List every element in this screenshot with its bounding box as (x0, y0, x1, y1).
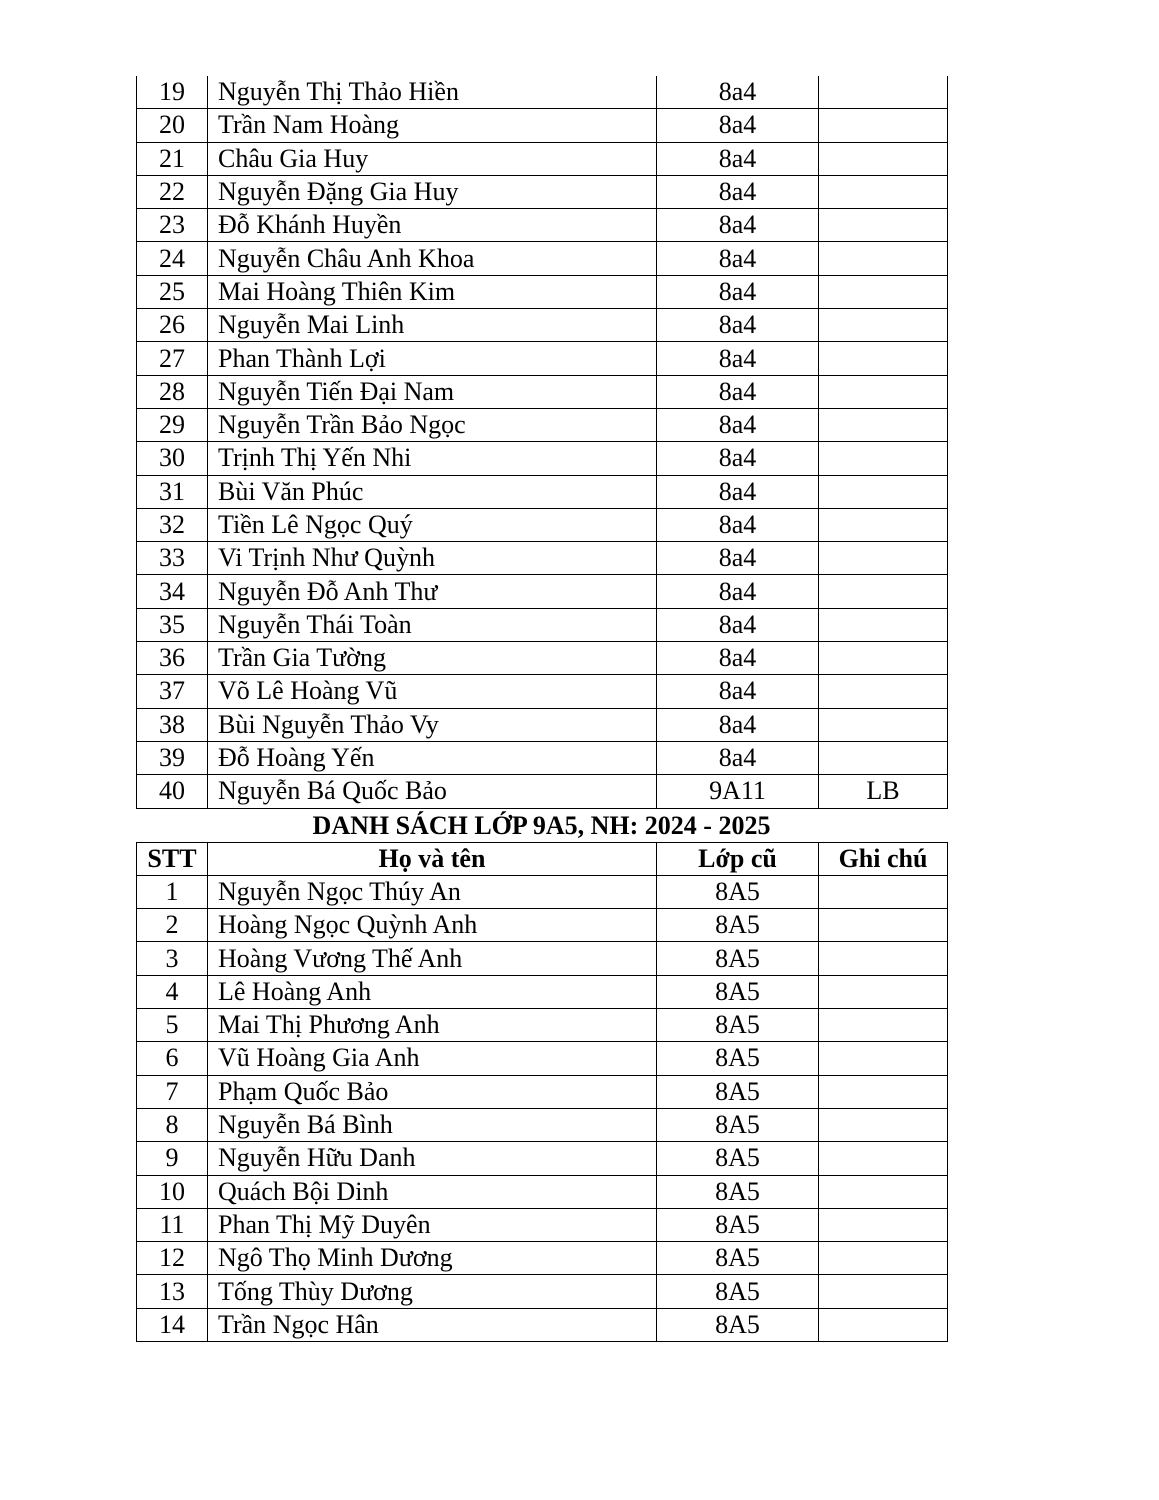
old-class: 8a4 (657, 508, 819, 541)
row-number: 25 (137, 275, 208, 308)
student-name: Lê Hoàng Anh (208, 975, 657, 1008)
old-class: 8A5 (657, 875, 819, 908)
row-number: 20 (137, 109, 208, 142)
student-name: Hoàng Ngọc Quỳnh Anh (208, 909, 657, 942)
old-class: 8a4 (657, 675, 819, 708)
old-class: 8a4 (657, 375, 819, 408)
header-note: Ghi chú (819, 842, 948, 875)
student-name: Đỗ Khánh Huyền (208, 209, 657, 242)
table-row (137, 1108, 948, 1141)
old-class: 8A5 (657, 975, 819, 1008)
table-row (137, 775, 948, 808)
note (819, 275, 948, 308)
table-row (137, 741, 948, 774)
note (819, 1108, 948, 1141)
table-row (137, 875, 948, 908)
old-class: 8a4 (657, 642, 819, 675)
row-number: 26 (137, 309, 208, 342)
student-name: Nguyễn Đỗ Anh Thư (208, 575, 657, 608)
student-name: Nguyễn Trần Bảo Ngọc (208, 408, 657, 441)
old-class: 8A5 (657, 1308, 819, 1341)
note (819, 1009, 948, 1042)
table-row (137, 375, 948, 408)
note (819, 408, 948, 441)
old-class: 8a4 (657, 309, 819, 342)
student-name: Vi Trịnh Như Quỳnh (208, 542, 657, 575)
note (819, 675, 948, 708)
note (819, 76, 948, 109)
table-row (137, 642, 948, 675)
student-name: Nguyễn Tiến Đại Nam (208, 375, 657, 408)
row-number: 11 (137, 1208, 208, 1241)
note (819, 1042, 948, 1075)
table-row (137, 909, 948, 942)
table-row (137, 342, 948, 375)
student-name: Phan Thị Mỹ Duyên (208, 1208, 657, 1241)
student-name: Mai Thị Phương Anh (208, 1009, 657, 1042)
student-name: Mai Hoàng Thiên Kim (208, 275, 657, 308)
header-row (137, 842, 948, 875)
row-number: 4 (137, 975, 208, 1008)
row-number: 14 (137, 1308, 208, 1341)
note (819, 309, 948, 342)
student-name: Ngô Thọ Minh Dương (208, 1242, 657, 1275)
old-class: 8a4 (657, 442, 819, 475)
table-row (137, 1275, 948, 1308)
table-row (137, 575, 948, 608)
old-class: 8A5 (657, 1242, 819, 1275)
row-number: 10 (137, 1175, 208, 1208)
table-row (137, 76, 948, 109)
note: LB (819, 775, 948, 808)
old-class: 8A5 (657, 909, 819, 942)
student-name: Nguyễn Thái Toàn (208, 608, 657, 641)
row-number: 34 (137, 575, 208, 608)
student-name: Nguyễn Đặng Gia Huy (208, 175, 657, 208)
row-number: 6 (137, 1042, 208, 1075)
student-name: Nguyễn Bá Quốc Bảo (208, 775, 657, 808)
table-row (137, 142, 948, 175)
student-name: Bùi Nguyễn Thảo Vy (208, 708, 657, 741)
note (819, 741, 948, 774)
row-number: 5 (137, 1009, 208, 1042)
table-row (137, 1175, 948, 1208)
note (819, 875, 948, 908)
student-name: Trần Nam Hoàng (208, 109, 657, 142)
table-row (137, 309, 948, 342)
student-name: Nguyễn Hữu Danh (208, 1142, 657, 1175)
note (819, 175, 948, 208)
row-number: 1 (137, 875, 208, 908)
row-number: 23 (137, 209, 208, 242)
student-name: Nguyễn Mai Linh (208, 309, 657, 342)
table-row (137, 508, 948, 541)
note (819, 375, 948, 408)
student-name: Phạm Quốc Bảo (208, 1075, 657, 1108)
row-number: 12 (137, 1242, 208, 1275)
old-class: 8a4 (657, 475, 819, 508)
student-name: Nguyễn Châu Anh Khoa (208, 242, 657, 275)
table-row (137, 542, 948, 575)
student-name: Nguyễn Thị Thảo Hiền (208, 76, 657, 109)
note (819, 1075, 948, 1108)
table-row (137, 242, 948, 275)
row-number: 38 (137, 708, 208, 741)
table-row (137, 975, 948, 1008)
table-row (137, 1242, 948, 1275)
note (819, 109, 948, 142)
note (819, 608, 948, 641)
old-class: 8A5 (657, 1208, 819, 1241)
row-number: 30 (137, 442, 208, 475)
row-number: 19 (137, 76, 208, 109)
old-class: 8a4 (657, 242, 819, 275)
table-row (137, 1042, 948, 1075)
table-row (137, 1075, 948, 1108)
old-class: 8A5 (657, 1175, 819, 1208)
student-name: Nguyễn Bá Bình (208, 1108, 657, 1141)
table-row (137, 175, 948, 208)
old-class: 8A5 (657, 1042, 819, 1075)
old-class: 8A5 (657, 1142, 819, 1175)
student-name: Đỗ Hoàng Yến (208, 741, 657, 774)
old-class: 8a4 (657, 275, 819, 308)
row-number: 39 (137, 741, 208, 774)
old-class: 8A5 (657, 1075, 819, 1108)
note (819, 642, 948, 675)
table-row (137, 442, 948, 475)
table-row (137, 1009, 948, 1042)
header-old-class: Lớp cũ (657, 842, 819, 875)
row-number: 21 (137, 142, 208, 175)
old-class: 8a4 (657, 575, 819, 608)
old-class: 8A5 (657, 942, 819, 975)
note (819, 975, 948, 1008)
note (819, 909, 948, 942)
class-list-table-9a5 (136, 842, 948, 1342)
row-number: 22 (137, 175, 208, 208)
note (819, 1142, 948, 1175)
old-class: 8a4 (657, 142, 819, 175)
table-row (137, 1208, 948, 1241)
table-row (137, 1308, 948, 1341)
row-number: 24 (137, 242, 208, 275)
student-name: Trần Gia Tường (208, 642, 657, 675)
student-name: Trịnh Thị Yến Nhi (208, 442, 657, 475)
row-number: 36 (137, 642, 208, 675)
student-name: Nguyễn Ngọc Thúy An (208, 875, 657, 908)
table-row (137, 675, 948, 708)
old-class: 8A5 (657, 1009, 819, 1042)
note (819, 508, 948, 541)
row-number: 32 (137, 508, 208, 541)
student-name: Phan Thành Lợi (208, 342, 657, 375)
note (819, 575, 948, 608)
section-title: DANH SÁCH LỚP 9A5, NH: 2024 - 2025 (312, 810, 771, 840)
note (819, 242, 948, 275)
student-name: Quách Bội Dinh (208, 1175, 657, 1208)
note (819, 708, 948, 741)
old-class: 8a4 (657, 342, 819, 375)
student-name: Hoàng Vương Thế Anh (208, 942, 657, 975)
old-class: 8a4 (657, 741, 819, 774)
row-number: 9 (137, 1142, 208, 1175)
row-number: 31 (137, 475, 208, 508)
row-number: 27 (137, 342, 208, 375)
old-class: 8a4 (657, 708, 819, 741)
class-list-table-body (137, 875, 948, 1341)
header-stt: STT (137, 842, 208, 875)
old-class: 8a4 (657, 109, 819, 142)
note (819, 1208, 948, 1241)
row-number: 28 (137, 375, 208, 408)
table-row (137, 708, 948, 741)
note (819, 342, 948, 375)
row-number: 37 (137, 675, 208, 708)
student-name: Tống Thùy Dương (208, 1275, 657, 1308)
old-class: 8A5 (657, 1108, 819, 1141)
row-number: 13 (137, 1275, 208, 1308)
row-number: 2 (137, 909, 208, 942)
row-number: 35 (137, 608, 208, 641)
note (819, 142, 948, 175)
document-page (136, 76, 947, 1342)
row-number: 7 (137, 1075, 208, 1108)
header-name: Họ và tên (208, 842, 657, 875)
old-class: 8a4 (657, 76, 819, 109)
table-row (137, 275, 948, 308)
table-header (137, 842, 948, 875)
table-row (137, 1142, 948, 1175)
note (819, 942, 948, 975)
class-list-continuation-table (136, 76, 948, 809)
table-row (137, 408, 948, 441)
row-number: 40 (137, 775, 208, 808)
old-class: 8a4 (657, 175, 819, 208)
student-name: Tiền Lê Ngọc Quý (208, 508, 657, 541)
table-row (137, 475, 948, 508)
row-number: 29 (137, 408, 208, 441)
student-name: Võ Lê Hoàng Vũ (208, 675, 657, 708)
old-class: 8a4 (657, 209, 819, 242)
note (819, 1275, 948, 1308)
old-class: 9A11 (657, 775, 819, 808)
row-number: 3 (137, 942, 208, 975)
note (819, 442, 948, 475)
student-name: Châu Gia Huy (208, 142, 657, 175)
note (819, 209, 948, 242)
old-class: 8a4 (657, 542, 819, 575)
row-number: 8 (137, 1108, 208, 1141)
note (819, 542, 948, 575)
table-row (137, 942, 948, 975)
note (819, 1242, 948, 1275)
note (819, 475, 948, 508)
note (819, 1175, 948, 1208)
continuation-table-body (137, 76, 948, 808)
table-row (137, 209, 948, 242)
student-name: Trần Ngọc Hân (208, 1308, 657, 1341)
row-number: 33 (137, 542, 208, 575)
table-row (137, 608, 948, 641)
student-name: Bùi Văn Phúc (208, 475, 657, 508)
student-name: Vũ Hoàng Gia Anh (208, 1042, 657, 1075)
table-row (137, 109, 948, 142)
old-class: 8a4 (657, 608, 819, 641)
note (819, 1308, 948, 1341)
old-class: 8A5 (657, 1275, 819, 1308)
old-class: 8a4 (657, 408, 819, 441)
